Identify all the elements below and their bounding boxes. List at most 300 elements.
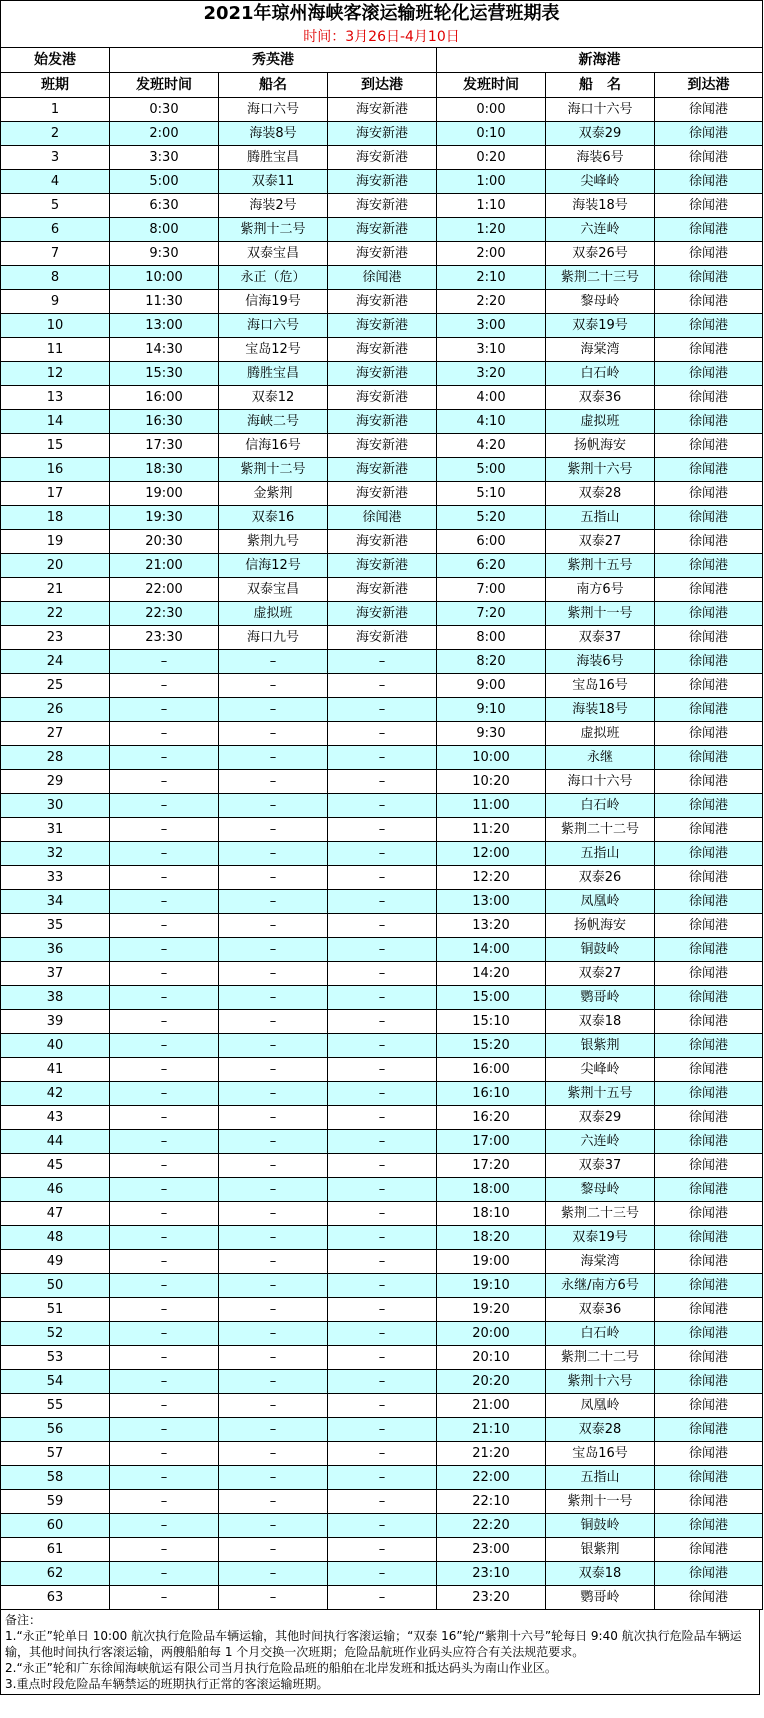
- xh-ship-name-cell: 六连岭: [546, 218, 655, 242]
- xh-departure-time-cell: 14:20: [437, 962, 546, 986]
- xh-ship-name-cell: 永继: [546, 746, 655, 770]
- col-header-xh-ship: 船 名: [546, 73, 655, 98]
- schedule-no-cell: 44: [1, 1130, 110, 1154]
- xh-departure-time-cell: 23:00: [437, 1538, 546, 1562]
- xy-departure-time-cell: 14:30: [110, 338, 219, 362]
- table-row: [1, 1106, 763, 1130]
- xy-arrival-port-cell: –: [328, 1394, 437, 1418]
- table-row: [1, 626, 763, 650]
- xy-departure-time-cell: –: [110, 1418, 219, 1442]
- xh-arrival-port-cell: 徐闻港: [655, 1010, 763, 1034]
- xy-departure-time-cell: –: [110, 650, 219, 674]
- xh-ship-name-cell: 海棠湾: [546, 1250, 655, 1274]
- xy-ship-name-cell: –: [219, 1274, 328, 1298]
- xh-arrival-port-cell: 徐闻港: [655, 1538, 763, 1562]
- xh-departure-time-cell: 0:10: [437, 122, 546, 146]
- xh-departure-time-cell: 21:10: [437, 1418, 546, 1442]
- table-row: [1, 386, 763, 410]
- xh-ship-name-cell: 双泰27: [546, 530, 655, 554]
- xy-departure-time-cell: –: [110, 1346, 219, 1370]
- table-row: [1, 1058, 763, 1082]
- table-row: [1, 1346, 763, 1370]
- xy-arrival-port-cell: –: [328, 842, 437, 866]
- xy-departure-time-cell: –: [110, 1322, 219, 1346]
- xy-ship-name-cell: 腾胜宝昌: [219, 146, 328, 170]
- table-row: [1, 1154, 763, 1178]
- xh-departure-time-cell: 19:10: [437, 1274, 546, 1298]
- xh-ship-name-cell: 鹦哥岭: [546, 1586, 655, 1610]
- xy-ship-name-cell: 紫荆十二号: [219, 218, 328, 242]
- table-row: [1, 1562, 763, 1586]
- xy-arrival-port-cell: –: [328, 1130, 437, 1154]
- xy-ship-name-cell: –: [219, 890, 328, 914]
- xh-arrival-port-cell: 徐闻港: [655, 1058, 763, 1082]
- schedule-no-cell: 30: [1, 794, 110, 818]
- xy-arrival-port-cell: –: [328, 962, 437, 986]
- xy-departure-time-cell: –: [110, 938, 219, 962]
- table-row: [1, 458, 763, 482]
- xh-arrival-port-cell: 徐闻港: [655, 1082, 763, 1106]
- xh-arrival-port-cell: 徐闻港: [655, 842, 763, 866]
- schedule-no-cell: 45: [1, 1154, 110, 1178]
- xy-arrival-port-cell: 海安新港: [328, 98, 437, 122]
- xy-departure-time-cell: 3:30: [110, 146, 219, 170]
- xy-ship-name-cell: –: [219, 1154, 328, 1178]
- xh-ship-name-cell: 双泰26号: [546, 242, 655, 266]
- xy-ship-name-cell: –: [219, 1490, 328, 1514]
- xy-departure-time-cell: 5:00: [110, 170, 219, 194]
- schedule-no-cell: 14: [1, 410, 110, 434]
- xh-departure-time-cell: 23:10: [437, 1562, 546, 1586]
- xh-ship-name-cell: 双泰36: [546, 1298, 655, 1322]
- xh-arrival-port-cell: 徐闻港: [655, 194, 763, 218]
- col-header-xy-arrival: 到达港: [328, 73, 437, 98]
- xh-arrival-port-cell: 徐闻港: [655, 1586, 763, 1610]
- schedule-no-cell: 15: [1, 434, 110, 458]
- xy-arrival-port-cell: –: [328, 1322, 437, 1346]
- xh-arrival-port-cell: 徐闻港: [655, 1106, 763, 1130]
- table-row: [1, 770, 763, 794]
- xy-ship-name-cell: –: [219, 1178, 328, 1202]
- xh-arrival-port-cell: 徐闻港: [655, 506, 763, 530]
- xh-departure-time-cell: 15:10: [437, 1010, 546, 1034]
- schedule-no-cell: 8: [1, 266, 110, 290]
- xh-departure-time-cell: 7:00: [437, 578, 546, 602]
- xh-ship-name-cell: 双泰29: [546, 1106, 655, 1130]
- xh-departure-time-cell: 6:00: [437, 530, 546, 554]
- xy-arrival-port-cell: –: [328, 1370, 437, 1394]
- xh-departure-time-cell: 5:10: [437, 482, 546, 506]
- table-row: [1, 1586, 763, 1610]
- xh-ship-name-cell: 紫荆十五号: [546, 1082, 655, 1106]
- xy-departure-time-cell: 6:30: [110, 194, 219, 218]
- xy-ship-name-cell: –: [219, 818, 328, 842]
- schedule-no-cell: 5: [1, 194, 110, 218]
- xy-departure-time-cell: –: [110, 746, 219, 770]
- schedule-no-cell: 38: [1, 986, 110, 1010]
- xh-ship-name-cell: 双泰19号: [546, 1226, 655, 1250]
- xh-ship-name-cell: 海装18号: [546, 698, 655, 722]
- xy-ship-name-cell: –: [219, 1250, 328, 1274]
- schedule-no-cell: 29: [1, 770, 110, 794]
- xy-ship-name-cell: –: [219, 1298, 328, 1322]
- xh-arrival-port-cell: 徐闻港: [655, 122, 763, 146]
- xy-arrival-port-cell: –: [328, 1442, 437, 1466]
- xy-departure-time-cell: –: [110, 1586, 219, 1610]
- xy-departure-time-cell: 19:30: [110, 506, 219, 530]
- xy-ship-name-cell: –: [219, 1010, 328, 1034]
- xy-ship-name-cell: 双泰宝昌: [219, 242, 328, 266]
- xy-ship-name-cell: 双泰11: [219, 170, 328, 194]
- xy-ship-name-cell: 信海12号: [219, 554, 328, 578]
- xh-arrival-port-cell: 徐闻港: [655, 818, 763, 842]
- xh-departure-time-cell: 17:20: [437, 1154, 546, 1178]
- xh-ship-name-cell: 黎母岭: [546, 290, 655, 314]
- xh-arrival-port-cell: 徐闻港: [655, 1034, 763, 1058]
- xh-departure-time-cell: 18:00: [437, 1178, 546, 1202]
- xy-ship-name-cell: 金紫荆: [219, 482, 328, 506]
- table-row: [1, 1226, 763, 1250]
- xy-departure-time-cell: –: [110, 1562, 219, 1586]
- xy-arrival-port-cell: –: [328, 674, 437, 698]
- xy-ship-name-cell: –: [219, 1058, 328, 1082]
- xy-ship-name-cell: –: [219, 866, 328, 890]
- xy-ship-name-cell: 海口九号: [219, 626, 328, 650]
- xy-ship-name-cell: 紫荆十二号: [219, 458, 328, 482]
- date-range: 时间：3月26日-4月10日: [1, 27, 763, 48]
- xh-departure-time-cell: 13:00: [437, 890, 546, 914]
- xy-departure-time-cell: –: [110, 1010, 219, 1034]
- xy-arrival-port-cell: 海安新港: [328, 434, 437, 458]
- schedule-no-cell: 59: [1, 1490, 110, 1514]
- xh-arrival-port-cell: 徐闻港: [655, 794, 763, 818]
- xy-ship-name-cell: –: [219, 842, 328, 866]
- xh-ship-name-cell: 双泰18: [546, 1010, 655, 1034]
- xy-ship-name-cell: –: [219, 746, 328, 770]
- schedule-no-cell: 9: [1, 290, 110, 314]
- xh-arrival-port-cell: 徐闻港: [655, 722, 763, 746]
- xy-departure-time-cell: 0:30: [110, 98, 219, 122]
- xy-departure-time-cell: 19:00: [110, 482, 219, 506]
- xy-arrival-port-cell: –: [328, 1058, 437, 1082]
- schedule-no-cell: 50: [1, 1274, 110, 1298]
- xh-departure-time-cell: 5:00: [437, 458, 546, 482]
- table-row: [1, 578, 763, 602]
- xy-ship-name-cell: 海口六号: [219, 314, 328, 338]
- xh-ship-name-cell: 紫荆二十三号: [546, 1202, 655, 1226]
- xh-ship-name-cell: 紫荆二十三号: [546, 266, 655, 290]
- xy-arrival-port-cell: 海安新港: [328, 386, 437, 410]
- xh-ship-name-cell: 紫荆十一号: [546, 1490, 655, 1514]
- xy-arrival-port-cell: 海安新港: [328, 458, 437, 482]
- xh-departure-time-cell: 1:00: [437, 170, 546, 194]
- xh-arrival-port-cell: 徐闻港: [655, 242, 763, 266]
- col-header-xh-departure: 发班时间: [437, 73, 546, 98]
- xy-departure-time-cell: 10:00: [110, 266, 219, 290]
- schedule-no-cell: 2: [1, 122, 110, 146]
- xy-departure-time-cell: 17:30: [110, 434, 219, 458]
- xy-arrival-port-cell: –: [328, 1202, 437, 1226]
- xy-ship-name-cell: –: [219, 1082, 328, 1106]
- xy-departure-time-cell: –: [110, 842, 219, 866]
- table-row: [1, 986, 763, 1010]
- table-row: [1, 1034, 763, 1058]
- schedule-no-cell: 42: [1, 1082, 110, 1106]
- xh-departure-time-cell: 22:20: [437, 1514, 546, 1538]
- xy-departure-time-cell: –: [110, 1058, 219, 1082]
- xh-arrival-port-cell: 徐闻港: [655, 530, 763, 554]
- xh-departure-time-cell: 3:20: [437, 362, 546, 386]
- xy-arrival-port-cell: 海安新港: [328, 554, 437, 578]
- schedule-no-cell: 32: [1, 842, 110, 866]
- xy-arrival-port-cell: –: [328, 1538, 437, 1562]
- xy-departure-time-cell: –: [110, 1490, 219, 1514]
- xh-arrival-port-cell: 徐闻港: [655, 218, 763, 242]
- xy-ship-name-cell: –: [219, 770, 328, 794]
- schedule-no-cell: 21: [1, 578, 110, 602]
- xy-arrival-port-cell: 海安新港: [328, 122, 437, 146]
- xy-departure-time-cell: –: [110, 890, 219, 914]
- xy-arrival-port-cell: –: [328, 1178, 437, 1202]
- xy-departure-time-cell: –: [110, 914, 219, 938]
- xy-arrival-port-cell: –: [328, 938, 437, 962]
- xh-ship-name-cell: 扬帆海安: [546, 434, 655, 458]
- table-row: [1, 242, 763, 266]
- table-row: [1, 1130, 763, 1154]
- xh-arrival-port-cell: 徐闻港: [655, 914, 763, 938]
- schedule-no-cell: 55: [1, 1394, 110, 1418]
- xh-departure-time-cell: 14:00: [437, 938, 546, 962]
- schedule-no-cell: 36: [1, 938, 110, 962]
- schedule-no-cell: 48: [1, 1226, 110, 1250]
- table-row: [1, 266, 763, 290]
- schedule-no-cell: 60: [1, 1514, 110, 1538]
- xy-departure-time-cell: 18:30: [110, 458, 219, 482]
- table-row: [1, 146, 763, 170]
- xy-ship-name-cell: –: [219, 674, 328, 698]
- xy-ship-name-cell: –: [219, 1586, 328, 1610]
- xy-ship-name-cell: 宝岛12号: [219, 338, 328, 362]
- xy-arrival-port-cell: –: [328, 1274, 437, 1298]
- schedule-no-cell: 11: [1, 338, 110, 362]
- xy-departure-time-cell: 13:00: [110, 314, 219, 338]
- xh-departure-time-cell: 8:20: [437, 650, 546, 674]
- xy-ship-name-cell: 双泰宝昌: [219, 578, 328, 602]
- xh-arrival-port-cell: 徐闻港: [655, 1322, 763, 1346]
- xy-departure-time-cell: 8:00: [110, 218, 219, 242]
- xy-departure-time-cell: –: [110, 1226, 219, 1250]
- schedule-no-cell: 23: [1, 626, 110, 650]
- table-row: [1, 1202, 763, 1226]
- schedule-no-cell: 31: [1, 818, 110, 842]
- xh-ship-name-cell: 紫荆二十二号: [546, 818, 655, 842]
- xh-arrival-port-cell: 徐闻港: [655, 362, 763, 386]
- xy-arrival-port-cell: –: [328, 1226, 437, 1250]
- xh-arrival-port-cell: 徐闻港: [655, 170, 763, 194]
- xy-arrival-port-cell: –: [328, 1586, 437, 1610]
- xy-arrival-port-cell: –: [328, 866, 437, 890]
- table-row: [1, 1466, 763, 1490]
- xy-departure-time-cell: 16:30: [110, 410, 219, 434]
- table-row: [1, 410, 763, 434]
- xy-departure-time-cell: –: [110, 1370, 219, 1394]
- schedule-no-cell: 27: [1, 722, 110, 746]
- xh-ship-name-cell: 海装6号: [546, 650, 655, 674]
- xy-arrival-port-cell: 海安新港: [328, 578, 437, 602]
- xh-ship-name-cell: 尖峰岭: [546, 1058, 655, 1082]
- origin-header: 始发港: [1, 48, 110, 73]
- xh-departure-time-cell: 8:00: [437, 626, 546, 650]
- xy-arrival-port-cell: –: [328, 650, 437, 674]
- xy-arrival-port-cell: –: [328, 1466, 437, 1490]
- xh-arrival-port-cell: 徐闻港: [655, 1226, 763, 1250]
- table-row: [1, 794, 763, 818]
- xy-departure-time-cell: 20:30: [110, 530, 219, 554]
- xy-departure-time-cell: –: [110, 770, 219, 794]
- xh-departure-time-cell: 17:00: [437, 1130, 546, 1154]
- xh-arrival-port-cell: 徐闻港: [655, 890, 763, 914]
- xh-departure-time-cell: 11:20: [437, 818, 546, 842]
- xy-ship-name-cell: –: [219, 1370, 328, 1394]
- table-row: [1, 722, 763, 746]
- xy-ship-name-cell: 虚拟班: [219, 602, 328, 626]
- xy-arrival-port-cell: –: [328, 986, 437, 1010]
- xh-arrival-port-cell: 徐闻港: [655, 1514, 763, 1538]
- xh-arrival-port-cell: 徐闻港: [655, 1466, 763, 1490]
- xh-arrival-port-cell: 徐闻港: [655, 1370, 763, 1394]
- xy-arrival-port-cell: 徐闻港: [328, 266, 437, 290]
- xh-arrival-port-cell: 徐闻港: [655, 1442, 763, 1466]
- xh-ship-name-cell: 双泰37: [546, 1154, 655, 1178]
- xy-departure-time-cell: 11:30: [110, 290, 219, 314]
- xh-departure-time-cell: 10:00: [437, 746, 546, 770]
- xh-departure-time-cell: 5:20: [437, 506, 546, 530]
- xy-arrival-port-cell: –: [328, 1562, 437, 1586]
- xh-departure-time-cell: 2:10: [437, 266, 546, 290]
- xh-departure-time-cell: 16:10: [437, 1082, 546, 1106]
- schedule-no-cell: 3: [1, 146, 110, 170]
- table-row: [1, 602, 763, 626]
- xy-arrival-port-cell: 海安新港: [328, 482, 437, 506]
- xh-departure-time-cell: 1:10: [437, 194, 546, 218]
- xy-departure-time-cell: –: [110, 722, 219, 746]
- xh-departure-time-cell: 18:20: [437, 1226, 546, 1250]
- table-row: [1, 434, 763, 458]
- table-row: [1, 1442, 763, 1466]
- xh-arrival-port-cell: 徐闻港: [655, 386, 763, 410]
- xy-departure-time-cell: –: [110, 986, 219, 1010]
- schedule-no-cell: 25: [1, 674, 110, 698]
- xh-ship-name-cell: 双泰26: [546, 866, 655, 890]
- xh-arrival-port-cell: 徐闻港: [655, 1250, 763, 1274]
- schedule-no-cell: 37: [1, 962, 110, 986]
- xy-departure-time-cell: 22:00: [110, 578, 219, 602]
- xh-ship-name-cell: 五指山: [546, 506, 655, 530]
- xy-arrival-port-cell: –: [328, 818, 437, 842]
- xy-departure-time-cell: 23:30: [110, 626, 219, 650]
- xh-ship-name-cell: 海装18号: [546, 194, 655, 218]
- schedule-no-cell: 7: [1, 242, 110, 266]
- xy-departure-time-cell: –: [110, 818, 219, 842]
- xh-arrival-port-cell: 徐闻港: [655, 146, 763, 170]
- xh-departure-time-cell: 19:00: [437, 1250, 546, 1274]
- xy-departure-time-cell: –: [110, 674, 219, 698]
- xh-ship-name-cell: 双泰29: [546, 122, 655, 146]
- xh-departure-time-cell: 18:10: [437, 1202, 546, 1226]
- xh-arrival-port-cell: 徐闻港: [655, 1178, 763, 1202]
- xh-arrival-port-cell: 徐闻港: [655, 746, 763, 770]
- xy-departure-time-cell: –: [110, 1442, 219, 1466]
- xy-departure-time-cell: –: [110, 1250, 219, 1274]
- notes-section: [0, 1610, 760, 1695]
- table-row: [1, 170, 763, 194]
- xy-ship-name-cell: 紫荆九号: [219, 530, 328, 554]
- table-row: [1, 1418, 763, 1442]
- col-header-schedule: 班期: [1, 73, 110, 98]
- xy-arrival-port-cell: 海安新港: [328, 194, 437, 218]
- xh-arrival-port-cell: 徐闻港: [655, 938, 763, 962]
- table-row: [1, 938, 763, 962]
- xh-ship-name-cell: 六连岭: [546, 1130, 655, 1154]
- xh-departure-time-cell: 12:20: [437, 866, 546, 890]
- xy-ship-name-cell: –: [219, 1226, 328, 1250]
- xy-ship-name-cell: –: [219, 1562, 328, 1586]
- schedule-no-cell: 24: [1, 650, 110, 674]
- table-row: [1, 506, 763, 530]
- xh-ship-name-cell: 银紫荆: [546, 1538, 655, 1562]
- xh-arrival-port-cell: 徐闻港: [655, 1154, 763, 1178]
- xy-arrival-port-cell: –: [328, 794, 437, 818]
- col-header-xy-ship: 船名: [219, 73, 328, 98]
- xy-ship-name-cell: 永正（危）: [219, 266, 328, 290]
- note-line: 2.“永正”轮和广东徐闻海峡航运有限公司当月执行危险品班的船舶在北岸发班和抵达码头为南山作业区。: [5, 1661, 557, 1675]
- xy-arrival-port-cell: 海安新港: [328, 626, 437, 650]
- xh-arrival-port-cell: 徐闻港: [655, 1490, 763, 1514]
- xh-arrival-port-cell: 徐闻港: [655, 1202, 763, 1226]
- xy-arrival-port-cell: 徐闻港: [328, 506, 437, 530]
- xy-arrival-port-cell: 海安新港: [328, 410, 437, 434]
- xh-arrival-port-cell: 徐闻港: [655, 338, 763, 362]
- xy-ship-name-cell: –: [219, 1466, 328, 1490]
- xy-ship-name-cell: 海口六号: [219, 98, 328, 122]
- xy-departure-time-cell: 22:30: [110, 602, 219, 626]
- table-row: [1, 1178, 763, 1202]
- table-row: [1, 818, 763, 842]
- xh-ship-name-cell: 白石岭: [546, 794, 655, 818]
- schedule-no-cell: 17: [1, 482, 110, 506]
- xy-arrival-port-cell: –: [328, 1490, 437, 1514]
- schedule-no-cell: 57: [1, 1442, 110, 1466]
- xh-ship-name-cell: 五指山: [546, 842, 655, 866]
- xh-ship-name-cell: 海棠湾: [546, 338, 655, 362]
- xh-ship-name-cell: 紫荆十六号: [546, 458, 655, 482]
- xh-arrival-port-cell: 徐闻港: [655, 698, 763, 722]
- xh-departure-time-cell: 20:10: [437, 1346, 546, 1370]
- xh-ship-name-cell: 双泰27: [546, 962, 655, 986]
- xy-departure-time-cell: 9:30: [110, 242, 219, 266]
- xy-ship-name-cell: –: [219, 962, 328, 986]
- xh-ship-name-cell: 白石岭: [546, 1322, 655, 1346]
- xh-ship-name-cell: 海口十六号: [546, 98, 655, 122]
- xy-departure-time-cell: –: [110, 866, 219, 890]
- xh-arrival-port-cell: 徐闻港: [655, 314, 763, 338]
- col-header-xh-arrival: 到达港: [655, 73, 763, 98]
- xy-ship-name-cell: 信海19号: [219, 290, 328, 314]
- xy-ship-name-cell: 腾胜宝昌: [219, 362, 328, 386]
- xh-arrival-port-cell: 徐闻港: [655, 674, 763, 698]
- xy-arrival-port-cell: 海安新港: [328, 170, 437, 194]
- table-row: [1, 1490, 763, 1514]
